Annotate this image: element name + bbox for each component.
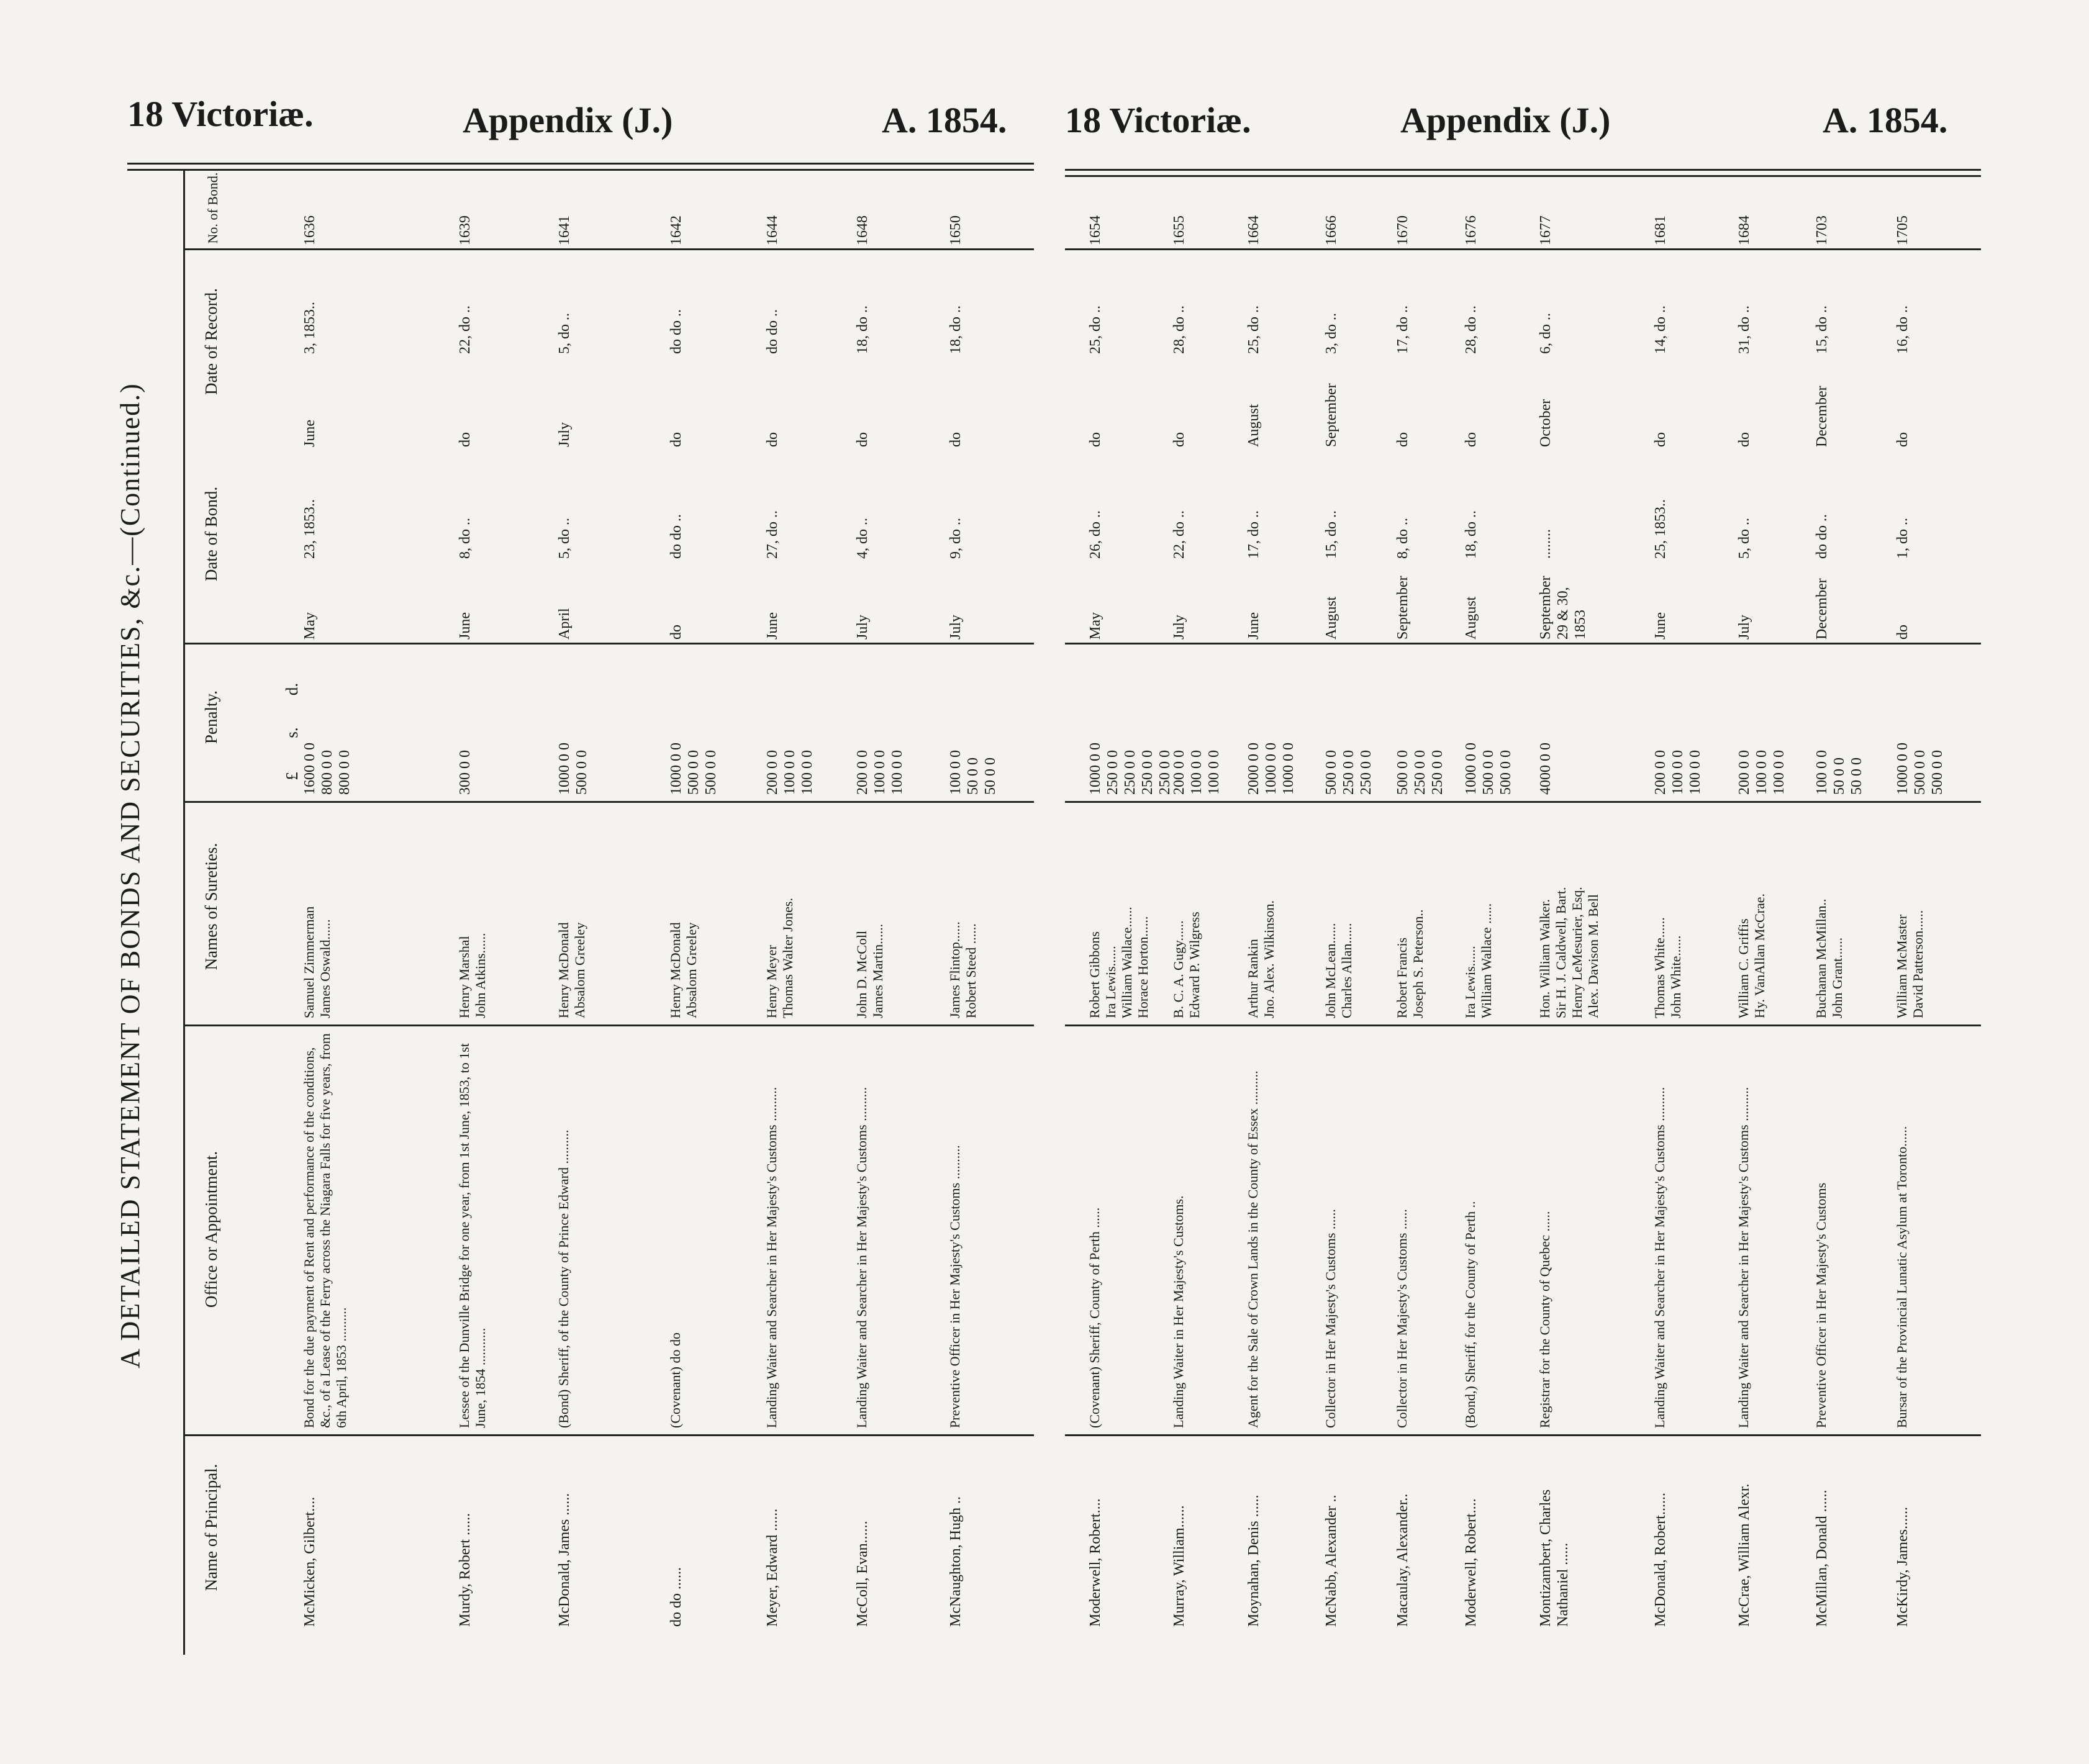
right-top-rule	[1065, 169, 1981, 171]
left-penalty-rule-top	[183, 643, 1034, 645]
cell-rec-m: do	[948, 432, 964, 447]
cell-bond-m: do	[1895, 625, 1911, 640]
cell-principal: Montizambert, Charles Nathaniel ......	[1538, 1489, 1571, 1627]
cell-penalty: 200 0 0 100 0 0 100 0 0	[1736, 750, 1787, 795]
cell-sureties: Henry Meyer Thomas Walter Jones.	[764, 898, 795, 1018]
cell-office: (Bond,) Sheriff, for the County of Perth ..	[1462, 1201, 1478, 1428]
cell-rec-d: do do ..	[764, 309, 781, 354]
cell-rec-d: 25, do ..	[1087, 305, 1103, 354]
col-head-date-bond: Date of Bond.	[202, 486, 220, 582]
cell-principal: Macaulay, Alexander..	[1395, 1493, 1411, 1627]
cell-rec-m: September	[1323, 383, 1339, 447]
cell-bond-d: 27, do ..	[764, 510, 781, 559]
col-head-pounds: £	[283, 772, 301, 780]
cell-rec-d: do do ..	[668, 309, 684, 354]
cell-sureties: William C. Griffis Hy. VanAllan McCrae.	[1736, 893, 1767, 1018]
cell-rec-d: 16, do ..	[1895, 305, 1911, 354]
cell-rec-m: June	[302, 420, 318, 447]
col-head-principal: Name of Principal.	[202, 1463, 220, 1591]
cell-rec-m: do	[854, 432, 871, 447]
cell-office: Lessee of the Dunville Bridge for one year, from 1st June, 1853, to 1st June, 1854 ...........	[456, 1043, 488, 1428]
cell-office: Landing Waiter and Searcher in Her Majesty's Customs ..........	[854, 1087, 869, 1428]
cell-bond-d: do do ..	[668, 514, 684, 559]
col-head-sureties: Names of Sureties.	[202, 843, 220, 970]
right-penalty-rule-top	[1065, 643, 1981, 645]
left-top-rule-2	[127, 169, 1034, 171]
cell-sureties: Samuel Zimmerman James Oswald......	[301, 906, 333, 1018]
cell-no: 1648	[854, 215, 871, 245]
cell-no: 1705	[1895, 215, 1911, 245]
cell-no: 1650	[948, 215, 964, 245]
cell-office: Collector in Her Majesty's Customs ......	[1394, 1209, 1410, 1428]
left-column-rule	[183, 171, 185, 1655]
cell-sureties: Arthur Rankin Jno. Alex. Wilkinson.	[1245, 900, 1277, 1018]
cell-bond-d: 18, do ..	[1463, 510, 1479, 559]
cell-bond-m: April	[556, 608, 573, 640]
col-head-bond-no: No. of Bond.	[205, 172, 220, 244]
cell-office: (Bond) Sheriff, of the County of Prince Edward ..........	[556, 1129, 571, 1428]
col-head-office: Office or Appointment.	[202, 1151, 220, 1308]
cell-penalty: 200 0 0 100 0 0 100 0 0	[854, 750, 905, 795]
cell-penalty: 200 0 0 100 0 0 100 0 0	[1171, 750, 1222, 795]
cell-no: 1670	[1395, 215, 1411, 245]
cell-bond-m: July	[854, 614, 871, 640]
cell-principal: Moderwell, Robert....	[1463, 1498, 1479, 1627]
cell-bond-d: 5, do ..	[1736, 518, 1752, 559]
cell-sureties: Hon. William Walker. Sir H. J. Caldwell, Bart. Henry LeMesurier, Esq. Alex. Davison M. Bell	[1537, 887, 1601, 1018]
document-title: A DETAILED STATEMENT OF BONDS AND SECURITIES, &c.—(Continued.)	[115, 382, 145, 1368]
cell-principal: McCrae, William Alexr.	[1736, 1483, 1752, 1627]
cell-penalty: 4000 0 0	[1538, 743, 1554, 795]
cell-penalty: 500 0 0 250 0 0 250 0 0	[1395, 750, 1446, 795]
cell-principal: McMicken, Gilbert....	[302, 1496, 318, 1627]
cell-rec-d: 6, do ..	[1538, 313, 1554, 354]
cell-penalty: 500 0 0 250 0 0 250 0 0	[1323, 750, 1374, 795]
cell-bond-d: 8, do ..	[1395, 518, 1411, 559]
cell-principal: Moderwell, Robert....	[1087, 1498, 1103, 1627]
cell-rec-m: do	[668, 432, 684, 447]
cell-penalty: 1000 0 0 250 0 0 250 0 0 250 0 0 250 0 0	[1087, 743, 1173, 795]
cell-principal: McNaughton, Hugh ..	[948, 1496, 964, 1627]
cell-principal: Moynahan, Denis ......	[1246, 1495, 1262, 1627]
cell-sureties: B. C. A. Gugy...... Edward P. Wilgress	[1171, 911, 1202, 1018]
cell-penalty: 1000 0 0 500 0 0 500 0 0	[1463, 743, 1514, 795]
cell-office: (Covenant) Sheriff, County of Perth ......	[1087, 1207, 1102, 1428]
cell-sureties: Robert Francis Joseph S. Peterson..	[1394, 909, 1426, 1018]
cell-rec-m: do	[1736, 432, 1752, 447]
cell-sureties: John D. McColl James Martin......	[854, 923, 886, 1018]
cell-rec-d: 18, do ..	[854, 305, 871, 354]
right-principal-rule	[1065, 1434, 1981, 1436]
left-header-appendix: Appendix (J.)	[463, 100, 673, 140]
cell-office: Registrar for the County of Quebec ......	[1537, 1211, 1552, 1428]
cell-principal: McNabb, Alexander ..	[1323, 1495, 1339, 1627]
left-principal-rule	[183, 1434, 1034, 1436]
cell-rec-d: 28, do ..	[1171, 305, 1187, 354]
cell-rec-d: 31, do ..	[1736, 305, 1752, 354]
left-penalty-rule-bottom	[183, 801, 1034, 803]
cell-rec-d: 5, do ..	[556, 313, 573, 354]
cell-bond-d: 23, 1853..	[302, 499, 318, 559]
cell-penalty: 200 0 0 100 0 0 100 0 0	[764, 750, 815, 795]
right-header-appendix: Appendix (J.)	[1400, 100, 1611, 140]
cell-no: 1642	[668, 215, 684, 245]
cell-penalty: 200 0 0 100 0 0 100 0 0	[1652, 750, 1703, 795]
cell-no: 1684	[1736, 215, 1752, 245]
cell-principal: McKirdy, James......	[1895, 1506, 1911, 1627]
cell-office: Preventive Officer in Her Majesty's Customs	[1813, 1182, 1829, 1428]
cell-rec-d: 3, do ..	[1323, 313, 1339, 354]
cell-sureties: Ira Lewis...... William Wallace ......	[1462, 903, 1494, 1018]
cell-rec-m: do	[1087, 432, 1103, 447]
cell-no: 1664	[1246, 215, 1262, 245]
cell-no: 1681	[1652, 215, 1669, 245]
col-head-pence: d.	[283, 682, 301, 696]
cell-principal: McDonald, Robert......	[1652, 1493, 1669, 1627]
cell-principal: Murdy, Robert ......	[457, 1513, 473, 1627]
cell-rec-m: October	[1538, 399, 1554, 447]
cell-bond-m: August	[1323, 596, 1339, 640]
cell-rec-m: July	[556, 422, 573, 447]
cell-bond-m: July	[948, 614, 964, 640]
cell-sureties: Thomas White...... John White......	[1652, 917, 1683, 1018]
cell-penalty: 1000 0 0 500 0 0 500 0 0	[1895, 743, 1946, 795]
cell-bond-m: August	[1463, 596, 1479, 640]
cell-rec-d: 25, do ..	[1246, 305, 1262, 354]
cell-bond-d: 22, do ..	[1171, 510, 1187, 559]
cell-bond-d: 15, do ..	[1323, 510, 1339, 559]
cell-rec-d: 3, 1853..	[302, 302, 318, 354]
left-header-regnal-year: 18 Victoriæ.	[127, 94, 314, 134]
cell-principal: do do ......	[668, 1567, 684, 1627]
cell-office: Landing Waiter and Searcher in Her Majesty's Customs ..........	[764, 1087, 779, 1428]
cell-rec-m: do	[1895, 432, 1911, 447]
cell-rec-d: 15, do ..	[1814, 305, 1830, 354]
cell-bond-m: June	[1246, 612, 1262, 640]
right-penalty-rule-bottom	[1065, 801, 1981, 803]
cell-office: Landing Waiter and Searcher in Her Majesty's Customs ..........	[1652, 1087, 1667, 1428]
cell-office: Landing Waiter and Searcher in Her Majesty's Customs ..........	[1736, 1087, 1751, 1428]
cell-penalty: 100 0 0 50 0 0 50 0 0	[1814, 750, 1865, 795]
col-head-date-record: Date of Record.	[202, 288, 220, 395]
cell-no: 1676	[1463, 215, 1479, 245]
cell-bond-m: June	[1652, 612, 1669, 640]
cell-penalty: 300 0 0	[457, 750, 473, 795]
cell-penalty: 1000 0 0 500 0 0	[556, 743, 590, 795]
cell-rec-m: do	[1652, 432, 1669, 447]
cell-penalty: 100 0 0 50 0 0 50 0 0	[948, 750, 999, 795]
cell-bond-m: July	[1171, 614, 1187, 640]
cell-office: Bond for the due payment of Rent and performance of the conditions, &c., of a Lease of the Ferry across the Niagara Falls for five years, from 6th April, 1853 ..........	[301, 1033, 349, 1428]
cell-bond-d: 26, do ..	[1087, 510, 1103, 559]
cell-sureties: Henry McDonald Absalom Greeley	[556, 922, 587, 1018]
cell-sureties: Buchanan McMillan.. John Grant......	[1813, 898, 1845, 1018]
cell-office: Preventive Officer in Her Majesty's Customs ..........	[947, 1145, 963, 1428]
cell-rec-m: do	[1171, 432, 1187, 447]
cell-sureties: Robert Gibbons Ira Lewis...... William Wallace...... Horace Horton......	[1087, 907, 1151, 1018]
left-office-rule	[183, 1024, 1034, 1026]
cell-bond-m: May	[1087, 612, 1103, 640]
left-top-rule	[127, 163, 1034, 165]
cell-rec-m: December	[1814, 386, 1830, 447]
cell-bond-m: May	[302, 612, 318, 640]
cell-office: Agent for the Sale of Crown Lands in the County of Essex ..........	[1245, 1070, 1261, 1428]
cell-principal: Meyer, Edward ......	[764, 1508, 781, 1627]
cell-bond-m: July	[1736, 614, 1752, 640]
cell-penalty: 1600 0 0 800 0 0 800 0 0	[302, 743, 353, 795]
cell-bond-m: June	[764, 612, 781, 640]
cell-penalty: 2000 0 0 1000 0 0 1000 0 0	[1246, 743, 1297, 795]
right-header-regnal-year: 18 Victoriæ.	[1065, 100, 1251, 140]
cell-no: 1655	[1171, 215, 1187, 245]
cell-bond-m: June	[457, 612, 473, 640]
cell-office: Collector in Her Majesty's Customs ......	[1323, 1209, 1338, 1428]
cell-rec-d: 14, do ..	[1652, 305, 1669, 354]
cell-sureties: Henry McDonald Absalom Greeley	[668, 922, 699, 1018]
right-top-rule-2	[1065, 175, 1981, 177]
cell-rec-m: do	[1395, 432, 1411, 447]
cell-rec-m: do	[764, 432, 781, 447]
cell-no: 1677	[1538, 215, 1554, 245]
cell-no: 1641	[556, 215, 573, 245]
cell-principal: Murray, William......	[1171, 1505, 1187, 1627]
cell-rec-d: 17, do ..	[1395, 305, 1411, 354]
cell-rec-m: August	[1246, 404, 1262, 447]
cell-office: (Covenant) do do	[668, 1332, 683, 1428]
cell-bond-m: September	[1395, 576, 1411, 640]
cell-bond-d: 8, do ..	[457, 518, 473, 559]
cell-bond-d: 25, 1853..	[1652, 499, 1669, 559]
cell-bond-d: 17, do ..	[1246, 510, 1262, 559]
cell-sureties: Henry Marshal John Atkins......	[456, 933, 488, 1018]
cell-bond-d: 5, do ..	[556, 518, 573, 559]
cell-sureties: John McLean...... Charles Allan......	[1323, 923, 1354, 1018]
left-header-year: A. 1854.	[882, 100, 1007, 140]
cell-bond-d: 4, do ..	[854, 518, 871, 559]
cell-no: 1644	[764, 215, 781, 245]
cell-penalty: 1000 0 0 500 0 0 500 0 0	[668, 743, 719, 795]
cell-rec-m: do	[457, 432, 473, 447]
cell-office: Bursar of the Provincial Lunatic Asylum at Toronto......	[1894, 1126, 1910, 1428]
cell-no: 1703	[1814, 215, 1830, 245]
col-head-shillings: s.	[283, 727, 301, 738]
cell-rec-d: 22, do ..	[457, 305, 473, 354]
cell-rec-d: 18, do ..	[948, 305, 964, 354]
cell-principal: McColl, Evan......	[854, 1521, 871, 1627]
cell-bond-d: 1, do ..	[1895, 518, 1911, 559]
right-no-col-rule	[1065, 248, 1981, 250]
cell-no: 1636	[302, 215, 318, 245]
cell-office: Landing Waiter in Her Majesty's Customs.	[1171, 1195, 1186, 1428]
cell-bond-d: do do ..	[1814, 514, 1830, 559]
cell-sureties: James Flintop...... Robert Steed ......	[947, 921, 979, 1018]
right-office-rule	[1065, 1024, 1981, 1026]
cell-no: 1654	[1087, 215, 1103, 245]
cell-bond-m: December	[1814, 578, 1830, 640]
col-head-penalty: Penalty.	[202, 690, 220, 744]
cell-bond-d: 9, do ..	[948, 518, 964, 559]
cell-no: 1666	[1323, 215, 1339, 245]
left-no-col-rule	[183, 248, 1034, 250]
cell-rec-m: do	[1463, 432, 1479, 447]
cell-principal: McMillan, Donald ......	[1814, 1490, 1830, 1627]
cell-principal: McDonald, James ......	[556, 1493, 573, 1627]
cell-rec-d: 28, do ..	[1463, 305, 1479, 354]
cell-sureties: William McMaster David Patterson......	[1894, 910, 1926, 1018]
cell-no: 1639	[457, 215, 473, 245]
cell-bond-d: ........	[1538, 529, 1554, 559]
cell-bond-m: September 29 & 30, 1853	[1538, 576, 1588, 640]
cell-bond-m: do	[668, 625, 684, 640]
right-header-year: A. 1854.	[1823, 100, 1948, 140]
